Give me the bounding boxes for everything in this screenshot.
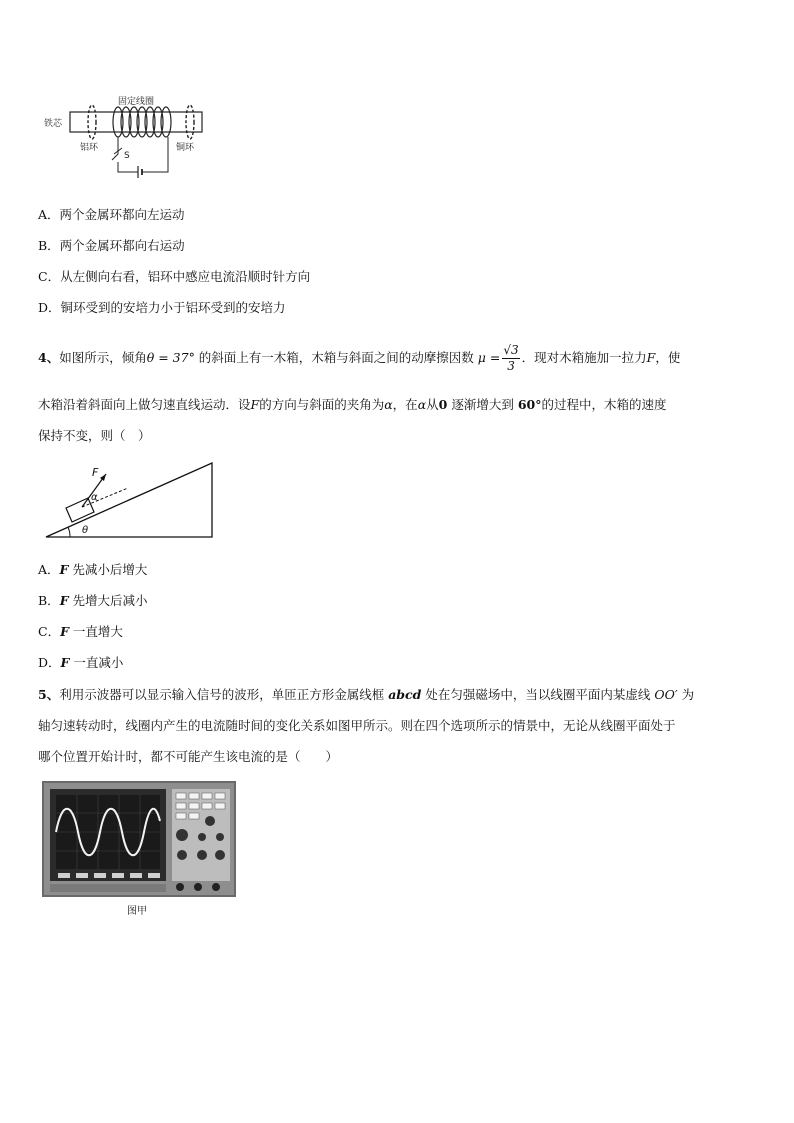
q4-mu-fraction: $\frac{√3}{3}$ bbox=[503, 343, 519, 373]
fig-label-alpha: α bbox=[91, 492, 98, 503]
label-aluminum-ring: 铝环 bbox=[80, 143, 99, 153]
fig-label-theta: θ bbox=[82, 525, 89, 536]
q3-option-d: D．铜环受到的安培力小于铝环受到的安培力 bbox=[38, 300, 286, 315]
label-copper-ring: 铜环 bbox=[176, 143, 195, 153]
q5-number: 5、 bbox=[38, 687, 60, 702]
q5-line-1: 5、利用示波器可以显示输入信号的波形，单匝正方形金属线框 abcd 处在匀强磁场中，当以线圈平面内某虚线 OO′ 为 bbox=[38, 687, 695, 702]
q4-mu: μ = bbox=[477, 350, 501, 365]
q4-option-a: A．F 先减小后增大 bbox=[38, 562, 148, 577]
q3-option-c: C．从左侧向右看，铝环中感应电流沿顺时针方向 bbox=[38, 269, 311, 284]
q4-option-c: C．F 一直增大 bbox=[38, 624, 123, 639]
q5-line-2: 轴匀速转动时，线圈内产生的电流随时间的变化关系如图甲所示。则在四个选项所示的情景中，无论从线圈平面处于 bbox=[38, 718, 676, 733]
q4-line-3: 保持不变，则（ ） bbox=[38, 428, 151, 443]
q5-line-3: 哪个位置开始计时，都不可能产生该电流的是（ ） bbox=[38, 749, 339, 764]
q4-line-1: 4、如图所示，倾角θ = 37° 的斜面上有一木箱，木箱与斜面之间的动摩擦因数 μ = $\frac{√3}{3}$ ．现对木箱施加一拉力F，使 bbox=[38, 343, 681, 373]
incline-figure bbox=[44, 458, 216, 540]
coil-diagram bbox=[40, 92, 210, 184]
coil-figure bbox=[40, 92, 210, 184]
oscilloscope-photo bbox=[42, 781, 236, 897]
label-iron-core: 铁芯 bbox=[44, 119, 63, 129]
label-switch: S bbox=[124, 151, 130, 161]
q4-line-2: 木箱沿着斜面向上做匀速直线运动．设F的方向与斜面的夹角为α，在α从0 逐渐增大到 60°的过程中，木箱的速度 bbox=[38, 397, 667, 412]
q3-option-b: B．两个金属环都向右运动 bbox=[38, 238, 185, 253]
fig-label-F: F bbox=[92, 466, 99, 479]
oscilloscope-figure bbox=[42, 781, 236, 897]
incline-diagram bbox=[44, 458, 216, 540]
q4-option-d: D．F 一直减小 bbox=[38, 655, 124, 670]
q4-option-b: B．F 先增大后减小 bbox=[38, 593, 148, 608]
q4-number: 4、 bbox=[38, 350, 60, 365]
q3-option-a: A．两个金属环都向左运动 bbox=[38, 207, 185, 222]
q4-theta-eq: θ = 37° bbox=[146, 350, 195, 365]
oscilloscope-caption: 图甲 bbox=[127, 906, 147, 917]
label-fixed-coil: 固定线圈 bbox=[118, 97, 155, 107]
